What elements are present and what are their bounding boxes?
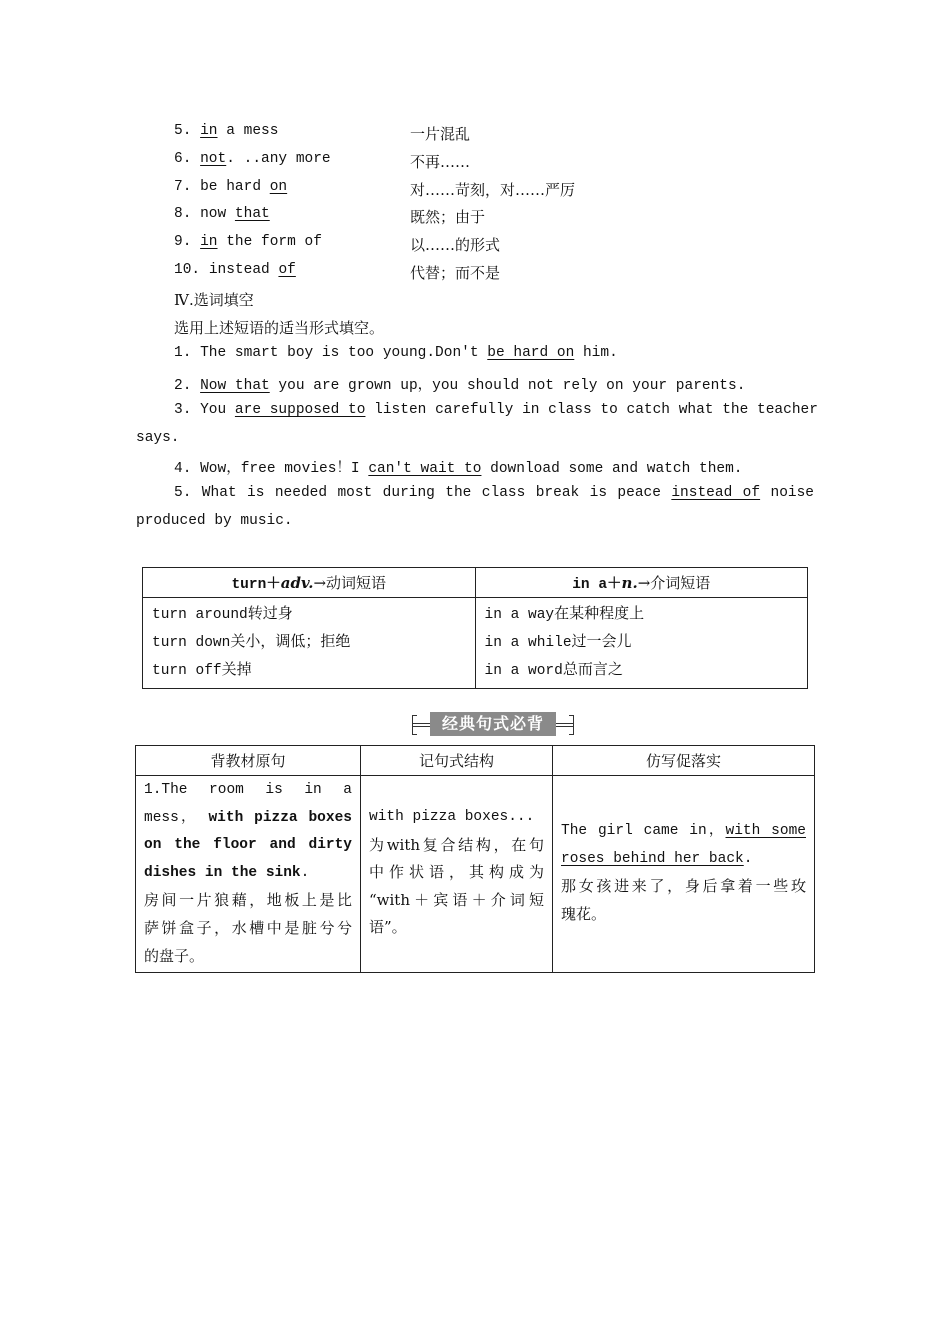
- section-banner: [412, 712, 574, 736]
- phrase-entry-chinese: 关掉: [221, 660, 252, 678]
- phrase-answer: not: [200, 150, 227, 167]
- phrase-text: . ..any more: [226, 150, 331, 167]
- table-header: [475, 568, 808, 598]
- phrase-english: [174, 234, 322, 250]
- phrase-entry-chinese: 总而言之: [562, 660, 623, 678]
- original-line: .: [300, 864, 310, 881]
- phrase-entry: [485, 628, 799, 656]
- question-text: says.: [136, 429, 180, 446]
- phrase-entry-chinese: 过一会儿: [571, 632, 632, 650]
- phrase-text: instead: [208, 262, 279, 278]
- phrase-meaning: 既然；由于: [410, 208, 486, 227]
- structure-line: with pizza boxes...: [369, 809, 535, 825]
- translation-line: 那女孩进来了，身后拿着一些玫: [561, 877, 806, 896]
- imitation-cell: [553, 776, 815, 973]
- answer-blank: are supposed to: [234, 402, 366, 418]
- phrase-english: [174, 262, 296, 278]
- header-text: in a＋: [572, 577, 622, 593]
- phrase-entry-chinese: 在某种程度上: [554, 604, 645, 622]
- phrase-entry-english: in a while: [484, 635, 572, 651]
- original-line: 1.The room is in a: [144, 782, 352, 798]
- phrase-number: 6.: [174, 150, 201, 167]
- original-bold: on the floor and dirty: [144, 837, 352, 854]
- answer-blank: Now that: [200, 378, 270, 394]
- phrase-entry-chinese: 关小，调低；拒绝: [230, 632, 351, 650]
- phrase-meaning: 代替；而不是: [410, 264, 501, 282]
- answer-blank: be hard on: [487, 345, 575, 361]
- original-sentence-cell: [136, 776, 361, 973]
- phrase-number: 9.: [174, 234, 201, 251]
- phrase-text: a mess: [217, 123, 279, 139]
- phrase-entry: [152, 656, 466, 684]
- answer-blank: can't wait to: [368, 461, 482, 477]
- question-text: noise: [760, 485, 815, 501]
- phrase-english: [174, 206, 270, 222]
- translation-line: 的盘子。: [144, 946, 205, 965]
- section-title: Ⅳ.选词填空: [174, 291, 254, 309]
- structure-cell: [361, 776, 553, 973]
- phrase-number: 7.: [174, 178, 201, 195]
- phrase-text: be hard: [200, 178, 270, 195]
- question-text: download some and watch them.: [481, 461, 743, 477]
- original-bold: dishes in the sink: [144, 864, 301, 881]
- question-text: produced by music.: [136, 512, 293, 529]
- imitation-answer: roses behind her back: [561, 850, 744, 867]
- phrase-answer: in: [200, 234, 218, 251]
- phrase-entry-english: turn off: [152, 663, 222, 679]
- phrase-entry: [485, 656, 799, 684]
- table-cell-verb-phrases: [143, 598, 476, 689]
- sentence-table: [135, 745, 815, 973]
- structure-line: 为with复合结构，在句: [369, 835, 544, 854]
- table-header: 记句式结构: [361, 746, 553, 776]
- section-instruction: 选用上述短语的适当形式填空。: [174, 319, 385, 337]
- phrase-answer: on: [269, 178, 288, 195]
- header-text: →动词短语: [313, 574, 387, 592]
- answer-blank: instead of: [671, 485, 761, 501]
- original-line: mess，: [144, 809, 198, 826]
- question-text: him.: [574, 345, 618, 361]
- phrase-english: [174, 123, 278, 139]
- question-text: 2.: [174, 378, 201, 394]
- banner-cap-right: [569, 715, 574, 735]
- translation-line: 萨饼盒子，水槽中是脏兮兮: [144, 918, 352, 937]
- phrase-entry: [152, 600, 466, 628]
- question-3: [136, 397, 818, 452]
- table-cell-prep-phrases: [475, 598, 808, 689]
- question-1: [174, 345, 618, 361]
- question-text: 3. You: [174, 402, 235, 418]
- question-4: [174, 456, 743, 477]
- table-header: 背教材原句: [136, 746, 361, 776]
- banner-text: 经典句式必背: [430, 712, 556, 736]
- phrase-english: [174, 179, 287, 195]
- table-header: 仿写促落实: [553, 746, 815, 776]
- imitation-answer: with some: [725, 823, 806, 839]
- question-text: you are grown up，you should not rely on your parents.: [269, 378, 746, 394]
- original-bold: with pizza boxes: [208, 809, 352, 826]
- phrase-entry-chinese: 转过身: [247, 604, 293, 622]
- header-text: n.: [621, 574, 638, 592]
- header-text: adv.: [280, 574, 314, 592]
- structure-line: “with＋宾语＋介词短: [369, 890, 544, 909]
- phrase-number: 5.: [174, 123, 201, 139]
- structure-line: 语”。: [369, 918, 407, 937]
- question-2: [174, 373, 745, 394]
- structure-line: 中作状语，其构成为: [369, 863, 544, 882]
- banner-cap-left: [412, 715, 417, 735]
- question-text: 5. What is needed most during the class break is peace: [174, 485, 672, 501]
- translation-line: 瑰花。: [561, 904, 607, 923]
- phrase-answer: of: [278, 262, 296, 278]
- phrase-entry-english: turn down: [152, 635, 231, 651]
- question-text: 1. The smart boy is too young.Don't: [174, 345, 488, 361]
- question-text: 4. Wow，free movies！I: [174, 461, 369, 477]
- phrase-meaning: 以……的形式: [410, 236, 501, 255]
- phrase-answer: in: [200, 123, 218, 139]
- phrase-entry: [485, 600, 799, 628]
- phrase-entry: [152, 628, 466, 656]
- phrase-text: now: [200, 206, 235, 223]
- question-5: [136, 480, 814, 535]
- imitation-line: The girl came in，: [561, 823, 726, 839]
- phrase-entry-english: in a way: [484, 607, 555, 623]
- phrase-entry-english: turn around: [152, 607, 248, 623]
- phrase-text: the form of: [217, 234, 322, 251]
- imitation-line: .: [743, 850, 753, 867]
- phrase-meaning: 对……苛刻，对……严厉: [410, 180, 576, 199]
- table-header: [143, 568, 476, 598]
- phrase-number: 8.: [174, 206, 201, 223]
- phrase-answer: that: [234, 206, 270, 223]
- phrase-category-table: [142, 567, 808, 689]
- phrase-entry-english: in a word: [484, 663, 563, 679]
- translation-line: 房间一片狼藉，地板上是比: [144, 891, 352, 910]
- header-text: →介词短语: [637, 574, 711, 592]
- phrase-meaning: 不再……: [410, 152, 471, 171]
- phrase-meaning: 一片混乱: [410, 125, 471, 143]
- header-text: turn＋: [231, 577, 281, 593]
- phrase-english: [174, 151, 331, 167]
- question-text: listen carefully in class to catch what the teacher: [365, 402, 818, 418]
- phrase-number: 10.: [174, 262, 209, 278]
